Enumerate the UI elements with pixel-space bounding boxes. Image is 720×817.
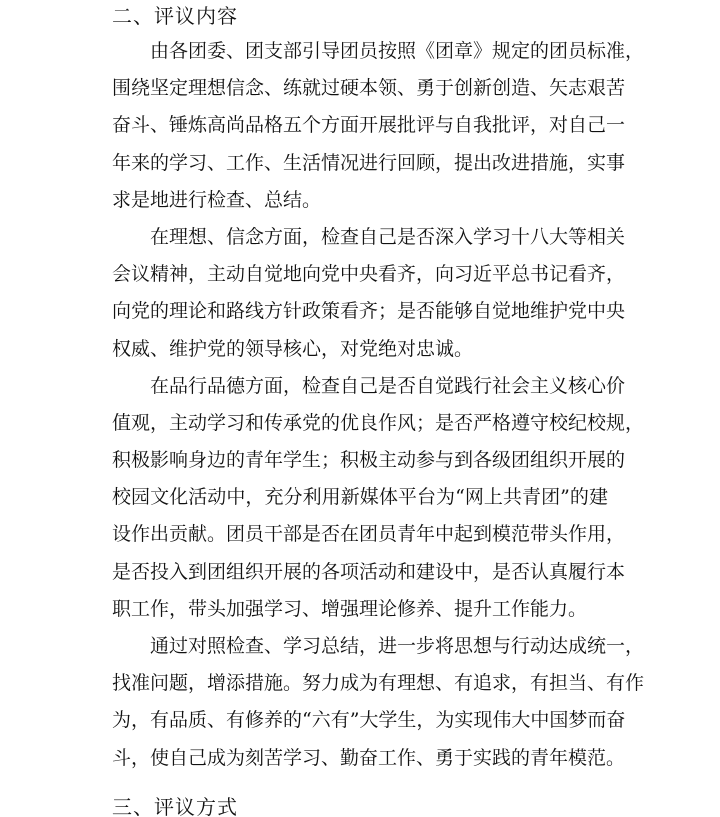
text-line: 由各团委、团支部引导团员按照《团章》规定的团员标准， [150, 40, 645, 62]
text-line: 求是地进行检查、总结。 [112, 188, 322, 211]
text-line: 会议精神，主动自觉地向党中央看齐，向习近平总书记看齐， [112, 263, 626, 286]
section-body [112, 33, 645, 777]
text-line: 是否投入到团组织开展的各项活动和建设中，是否认真履行本 [112, 560, 626, 583]
text-line: 围绕坚定理想信念、练就过硬本领、勇于创新创造、矢志艰苦 [112, 77, 626, 100]
text-line: 向党的理论和路线方针政策看齐；是否能够自觉地维护党中央 [112, 300, 626, 323]
paragraph-ideals-beliefs [112, 219, 626, 368]
text-line: 值观，主动学习和传承党的优良作风；是否严格遵守校纪校规， [112, 411, 645, 434]
text-line: 在理想、信念方面，检查自己是否深入学习十八大等相关 [150, 225, 626, 248]
text-line: 年来的学习、工作、生活情况进行回顾，提出改进措施，实事 [112, 151, 626, 174]
paragraph-standards [112, 33, 645, 219]
section-heading-evaluation-content: 二、评议内容 [112, 4, 238, 28]
paragraph-conduct-morality [112, 368, 645, 628]
text-line: 找准问题，增添措施。努力成为有理想、有追求，有担当、有作 [112, 672, 645, 695]
section-heading-evaluation-method: 三、评议方式 [112, 795, 238, 817]
text-line: 校园文化活动中，充分利用新媒体平台为“网上共青团”的建 [112, 486, 608, 509]
text-line: 职工作，带头加强学习、增强理论修养、提升工作能力。 [112, 597, 588, 620]
text-line: 设作出贡献。团员干部是否在团员青年中起到模范带头作用， [112, 523, 626, 546]
text-line: 在品行品德方面，检查自己是否自觉践行社会主义核心价 [150, 374, 626, 397]
text-line: 奋斗、锤炼高尚品格五个方面开展批评与自我批评，对自己一 [112, 114, 626, 137]
text-line: 为，有品质、有修养的“六有”大学生，为实现伟大中国梦而奋 [112, 709, 626, 732]
text-line: 斗，使自己成为刻苦学习、勤奋工作、勇于实践的青年模范。 [112, 746, 626, 769]
text-line: 积极影响身边的青年学生；积极主动参与到各级团组织开展的 [112, 449, 626, 472]
paragraph-summary [112, 628, 645, 777]
text-line: 权威、维护党的领导核心，对党绝对忠诚。 [112, 337, 474, 360]
text-line: 通过对照检查、学习总结，进一步将思想与行动达成统一， [150, 635, 645, 657]
